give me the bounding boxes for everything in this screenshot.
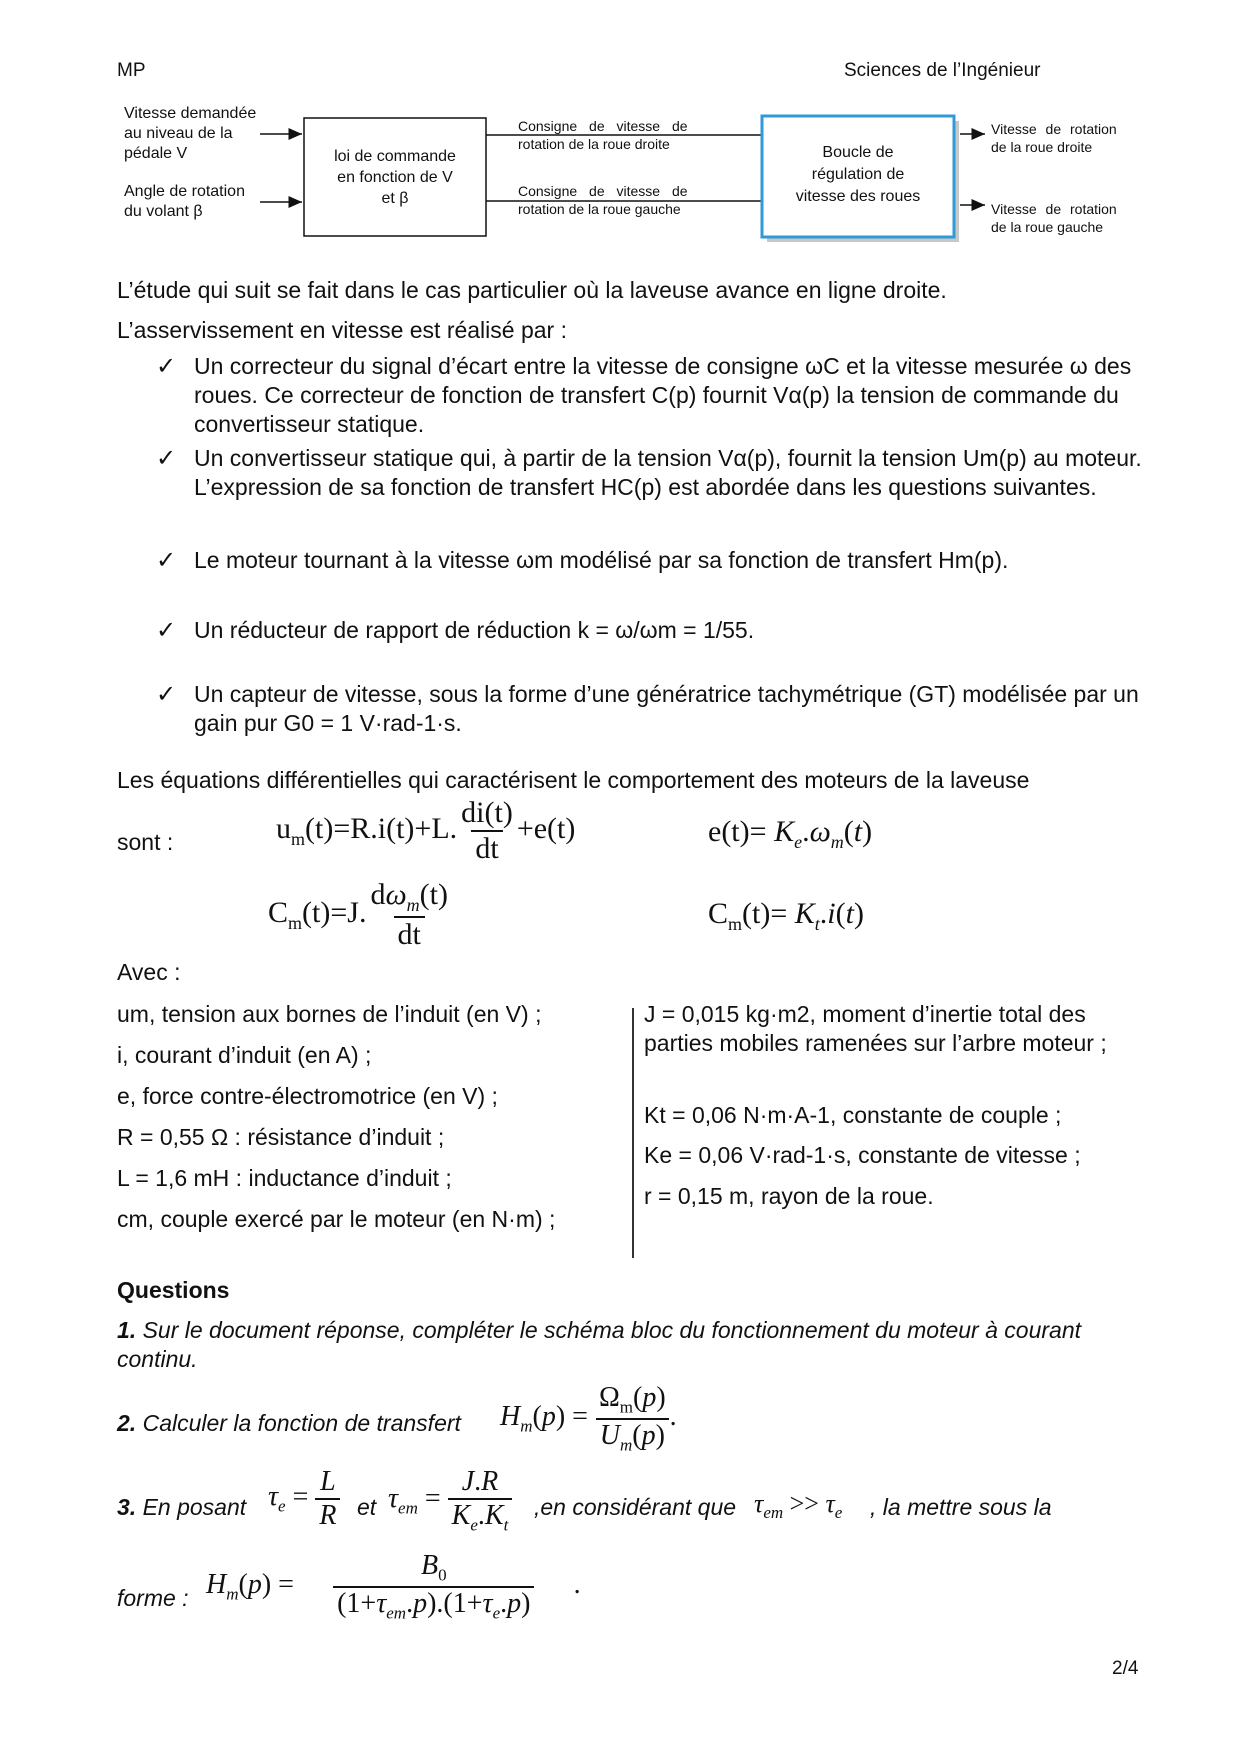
- def-cm: cm, couple exercé par le moteur (en N·m) ;: [117, 1206, 556, 1232]
- bullet-motor: Le moteur tournant à la vitesse ωm modélisé par sa fonction de transfert Hm(p).: [194, 547, 1009, 573]
- diagram-output-right: Vitesse de rotation de la roue droite: [991, 121, 1117, 155]
- sont-label: sont :: [117, 829, 174, 855]
- def-l: L = 1,6 mH : inductance d’induit ;: [117, 1165, 452, 1191]
- diagram-setpoint-right: Consigne de vitesse de rotation de la roue droite: [518, 118, 688, 152]
- intro-paragraph-2: L’asservissement en vitesse est réalisé par :: [117, 317, 567, 343]
- avec-label: Avec :: [117, 959, 181, 985]
- diagram-input-angle: Angle de rotation du volant β: [124, 183, 245, 220]
- def-r-wheel: r = 0,15 m, rayon de la roue.: [644, 1183, 934, 1209]
- def-um: um, tension aux bornes de l’induit (en V) ;: [117, 1001, 542, 1027]
- tau-e-definition: $\tau_e$ = $\frac{L}{R}$: [268, 1466, 340, 1532]
- page-number: 2/4: [1112, 1658, 1139, 1679]
- question-3-forme: forme :: [117, 1585, 189, 1611]
- def-e: e, force contre-électromotrice (en V) ;: [117, 1083, 498, 1109]
- diagram-block-control-law-text: loi de commande en fonction de V et β: [334, 148, 456, 207]
- def-kt: Kt = 0,06 N·m·A-1, constante de couple ;: [644, 1102, 1062, 1128]
- def-i: i, courant d’induit (en A) ;: [117, 1042, 372, 1068]
- equations-intro: Les équations différentielles qui caractérisent le comportement des moteurs de la laveuse: [117, 767, 1030, 793]
- tau-condition: $\tau_{em} >> \tau_e$: [754, 1489, 843, 1523]
- question-3-end-text: , la mettre sous la: [870, 1494, 1052, 1520]
- question-3-condition-text: ,en considérant que: [534, 1494, 737, 1520]
- bullet-sensor: Un capteur de vitesse, sous la forme d’une génératrice tachymétrique (GT) modélisée par un gain pur G0 = 1 V·rad-1·s.: [194, 681, 1139, 736]
- diagram-output-left: Vitesse de rotation de la roue gauche: [991, 201, 1117, 235]
- def-ke: Ke = 0,06 V·rad-1·s, constante de vitesse ;: [644, 1142, 1081, 1168]
- tau-em-definition: $\tau_{em}$ = $\frac{J.R}{K_e.K_t}$: [388, 1466, 512, 1536]
- equation-torque-dynamics: $C_m(t)=J$. $\frac{d\omega_m(t)}{dt}$: [268, 878, 448, 951]
- check-icon: ✓: [156, 445, 177, 472]
- question-3-target-form: $H_m(p)$ = $\frac{B_0}{(1+\tau_{em}.p).(1+\tau_e.p)}$ .: [206, 1550, 581, 1623]
- bullet-converter: Un convertisseur statique qui, à partir de la tension Vα(p), fournit la tension Um(p) au moteur. L’expression de sa fonction de transfert HC(p) est abordée dans les questions suivantes.: [194, 445, 1142, 500]
- bullet-corrector: Un correcteur du signal d’écart entre la vitesse de consigne ωC et la vitesse mesurée ω des roues. Ce correcteur de fonction de transfert C(p) fournit Vα(p) la tension de commande du convertisseur statique.: [194, 353, 1132, 437]
- questions-title: Questions: [117, 1277, 230, 1303]
- bullet-reducer: Un réducteur de rapport de réduction k = ω/ωm = 1/55.: [194, 617, 755, 643]
- question-2-formula: $H_m(p)$ = $\frac{\Omega_m(p)}{U_m(p)}$ .: [500, 1382, 677, 1455]
- intro-paragraph-1: L’étude qui suit se fait dans le cas particulier où la laveuse avance en ligne droite.: [117, 277, 947, 303]
- question-2: 2. Calculer la fonction de transfert: [117, 1410, 461, 1436]
- check-icon: ✓: [156, 353, 177, 380]
- question-3-line-1: 3. En posant: [117, 1494, 247, 1520]
- question-1: 1. Sur le document réponse, compléter le schéma bloc du fonctionnement du moteur à courant continu.: [117, 1317, 1081, 1372]
- def-j: J = 0,015 kg·m2, moment d’inertie total des parties mobiles ramenées sur l’arbre moteur ;: [644, 1001, 1107, 1056]
- header-right: Sciences de l’Ingénieur: [844, 60, 1041, 81]
- header-left: MP: [117, 60, 146, 81]
- diagram-setpoint-left: Consigne de vitesse de rotation de la roue gauche: [518, 183, 688, 217]
- check-icon: ✓: [156, 681, 177, 708]
- equation-torque: $C_m(t)= K_t.i(t)$: [708, 897, 864, 934]
- equation-emf: $e(t)= K_e.\omega_m(t)$: [708, 815, 873, 852]
- block-diagram: [110, 100, 1150, 250]
- check-icon: ✓: [156, 617, 177, 644]
- diagram-block-regulation-text: Boucle de régulation de vitesse des roues: [795, 144, 921, 205]
- equation-voltage: $u_m(t)=R.i(t)+L$. $\frac{di(t)}{dt}$ +e(t): [276, 796, 576, 865]
- question-3-et: et: [357, 1494, 377, 1520]
- column-divider: [632, 1008, 634, 1258]
- check-icon: ✓: [156, 547, 177, 574]
- diagram-input-speed: Vitesse demandée au niveau de la pédale V: [124, 105, 257, 162]
- def-r: R = 0,55 Ω : résistance d’induit ;: [117, 1124, 445, 1150]
